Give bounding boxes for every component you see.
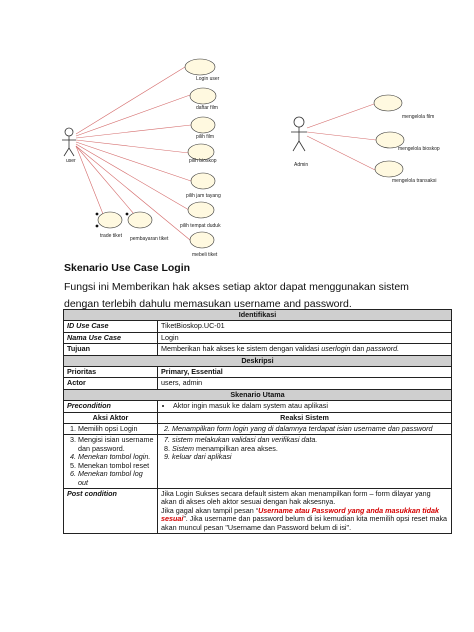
scenario-table: [63, 309, 452, 534]
aksi-cell: [64, 424, 158, 435]
skenario-utama-header: Skenario Utama: [64, 389, 452, 400]
identifikasi-header: Identifikasi: [64, 310, 452, 321]
tujuan-value: [158, 344, 452, 355]
uc-label: pilih tempat duduk: [180, 223, 221, 229]
uc-label: Login user: [196, 76, 220, 82]
precondition-value: [158, 401, 452, 412]
aksi-aktor-header: Aksi Aktor: [64, 412, 158, 423]
actor-admin-label: Admin: [294, 162, 309, 168]
tujuan-label: Tujuan: [64, 344, 158, 355]
table-row: [64, 378, 452, 389]
table-row: [64, 389, 452, 400]
prioritas-label: Prioritas: [64, 367, 158, 378]
table-row: [64, 401, 452, 412]
step-item: 4. Menekan tombol login.: [78, 453, 154, 461]
step-item: 1. Memilih opsi Login: [78, 425, 154, 433]
deskripsi-header: Deskripsi: [64, 355, 452, 366]
aksi-cell: [64, 435, 158, 488]
uc-label: mengelola transaksi: [392, 178, 437, 184]
step-item: 6. Menekan tombol log out: [78, 470, 154, 487]
precondition-item: • Aktor ingin masuk ke dalam system atau aplikasi: [173, 402, 448, 410]
reaksi-cell: [158, 424, 452, 435]
uc-label: daftar film: [196, 105, 218, 111]
tujuan-userlogin: userlogin: [321, 344, 351, 354]
admin-use-cases: [374, 95, 404, 177]
table-row: [64, 424, 452, 435]
table-row: [64, 310, 452, 321]
reaksi-cell: [158, 435, 452, 488]
nama-label: Nama Use Case: [64, 332, 158, 343]
id-label: ID Use Case: [64, 321, 158, 332]
table-row: [64, 412, 452, 423]
user-use-cases: [98, 59, 216, 248]
step-item: 9. keluar dari aplikasi: [172, 453, 448, 461]
step-item: 3. Mengisi isian username dan password.: [78, 436, 154, 453]
uc-label: pilih film: [196, 134, 215, 140]
id-value: TiketBioskop.UC-01: [158, 321, 452, 332]
section-paragraph: Fungsi ini Memberikan hak akses setiap aktor dapat menggunakan sistem dengan terlebih dahulu memasukan username and password.: [64, 281, 409, 310]
post-paragraph: [161, 507, 448, 532]
actor-user-label: user: [66, 158, 76, 164]
prioritas-value: Primary, Essential: [158, 367, 452, 378]
tujuan-text: Memberikan hak akses ke sistem dengan validasi: [161, 344, 322, 354]
post-text: ”. Jika username dan password belum di isi kemudian kita memilih opsi reset maka akan muncul pesan "Username dan Password belum di isi".: [161, 514, 448, 532]
table-row: [64, 344, 452, 355]
uc-label: mengelola bioskop: [398, 146, 440, 152]
uc-label: mengelola film: [402, 114, 435, 120]
actor-admin-figure: [291, 117, 307, 151]
aktor-label: Actor: [64, 378, 158, 389]
nama-value: Login: [158, 332, 452, 343]
uc-label: pembayaran tiket: [130, 236, 169, 242]
post-condition-value: [158, 488, 452, 533]
step-item: 5. Menekan tombol reset: [78, 462, 154, 470]
table-row: [64, 332, 452, 343]
post-paragraph: Jika Login Sukses secara default sistem akan menampilkan form – form dilayar yang akan di akses oleh aktor sesuai dengan hak aksesnya.: [161, 488, 431, 507]
uc-label: pilih jam tayang: [186, 193, 221, 199]
uc-label: pilih bioskop: [189, 158, 217, 164]
actor-user-figure: [62, 128, 76, 156]
step-text: menampilkan area akses.: [193, 443, 278, 453]
reaksi-sistem-header: Reaksi Sistem: [158, 412, 452, 423]
error-message: Username atau Password yang anda masukkan tidak sesuai: [161, 505, 440, 524]
step-item: 7. sistem melakukan validasi dan verifikasi data.: [172, 436, 448, 444]
table-row: [64, 488, 452, 533]
table-row: [64, 367, 452, 378]
admin-associations: [307, 104, 376, 170]
tujuan-dan: dan: [350, 344, 367, 354]
table-row: [64, 435, 452, 488]
post-condition-label: Post condition: [64, 488, 158, 533]
table-row: [64, 355, 452, 366]
tujuan-password: password.: [366, 344, 400, 354]
uc-label: trade tiket: [100, 233, 122, 239]
table-row: [64, 321, 452, 332]
aktor-value: users, admin: [158, 378, 452, 389]
use-case-diagram: [0, 0, 474, 260]
step-item: 2. Menampilkan form login yang di dalamnya terdapat isian username dan password: [172, 425, 448, 433]
uc-label: mebeli tiket: [192, 252, 218, 258]
precondition-label: Precondition: [64, 401, 158, 412]
post-text: Jika gagal akan tampil pesan “: [161, 505, 259, 515]
section-heading: Skenario Use Case Login: [64, 262, 191, 274]
step-text: Sistem: [172, 443, 194, 453]
